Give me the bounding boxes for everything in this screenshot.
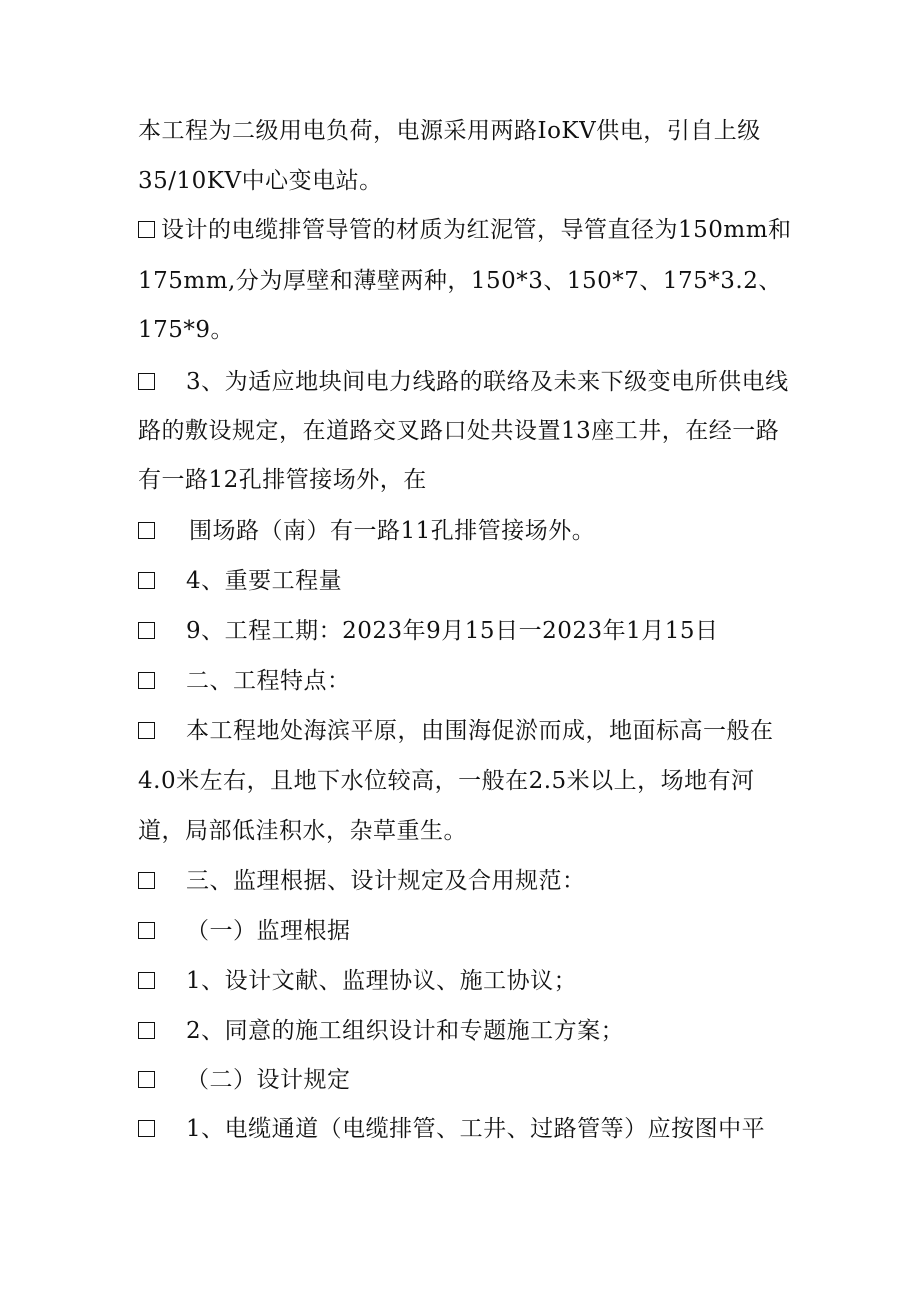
bullet-box-icon	[138, 972, 155, 989]
bullet-box-icon	[138, 373, 155, 390]
line-text: 本工程地处海滨平原，由围海促淤而成，地面标高一般在	[186, 718, 774, 744]
paragraph-line	[138, 916, 351, 946]
paragraph-line	[138, 716, 774, 746]
paragraph-line	[138, 1016, 624, 1046]
paragraph-line	[138, 465, 427, 495]
paragraph-line	[138, 816, 467, 846]
line-text: 围场路（南）有一路11孔排管接场外。	[189, 518, 596, 544]
bullet-box-icon	[138, 922, 155, 939]
line-text: 二、工程特点：	[186, 668, 351, 694]
line-text: （一）监理根据	[186, 918, 351, 944]
paragraph-line	[138, 215, 792, 245]
line-text: 3、为适应地块间电力线路的联络及未来下级变电所供电线	[186, 369, 789, 395]
bullet-box-icon	[138, 1022, 155, 1039]
line-text: 175*9。	[138, 317, 235, 343]
paragraph-line	[138, 166, 383, 196]
paragraph-line	[138, 315, 234, 345]
line-text: 道，局部低洼积水，杂草重生。	[138, 818, 467, 844]
bullet-box-icon	[138, 1071, 155, 1088]
line-text: 4.0米左右，且地下水位较高，一般在2.5米以上，场地有河	[138, 768, 755, 794]
line-text: 有一路12孔排管接场外，在	[138, 467, 427, 493]
paragraph-line	[138, 1114, 765, 1144]
paragraph-line	[138, 266, 782, 296]
bullet-box-icon	[138, 872, 155, 889]
line-text: 本工程为二级用电负荷，电源采用两路IoKV供电，引自上级	[138, 118, 761, 144]
bullet-box-icon	[138, 722, 155, 739]
line-text: 2、同意的施工组织设计和专题施工方案；	[186, 1018, 625, 1044]
paragraph-line	[138, 966, 577, 996]
bullet-box-icon	[138, 622, 155, 639]
line-text: （二）设计规定	[186, 1067, 351, 1093]
bullet-box-icon	[138, 522, 155, 539]
line-text: 4、重要工程量	[186, 568, 343, 594]
line-text: 1、设计文献、监理协议、施工协议；	[186, 968, 578, 994]
paragraph-line	[138, 566, 342, 596]
paragraph-line	[138, 367, 789, 397]
paragraph-line	[138, 416, 779, 446]
paragraph-line	[138, 1065, 351, 1095]
paragraph-line	[138, 616, 719, 646]
line-text: 175mm,分为厚壁和薄壁两种，150*3、150*7、175*3.2、	[138, 268, 782, 294]
paragraph-line	[138, 766, 755, 796]
bullet-box-icon	[138, 672, 155, 689]
paragraph-line	[138, 116, 761, 146]
bullet-box-icon	[138, 221, 155, 238]
paragraph-line	[138, 516, 595, 546]
line-text: 设计的电缆排管导管的材质为红泥管，导管直径为150mm和	[161, 217, 792, 243]
bullet-box-icon	[138, 1120, 155, 1137]
line-text: 三、监理根据、设计规定及合用规范：	[186, 868, 586, 894]
line-text: 9、工程工期：2023年9月15日一2023年1月15日	[186, 618, 719, 644]
line-text: 路的敷设规定，在道路交叉路口处共设置13座工井，在经一路	[138, 418, 780, 444]
line-text: 1、电缆通道（电缆排管、工井、过路管等）应按图中平	[186, 1116, 766, 1142]
line-text: 35/10KV中心变电站。	[138, 168, 383, 194]
bullet-box-icon	[138, 572, 155, 589]
paragraph-line	[138, 666, 351, 696]
paragraph-line	[138, 866, 586, 896]
